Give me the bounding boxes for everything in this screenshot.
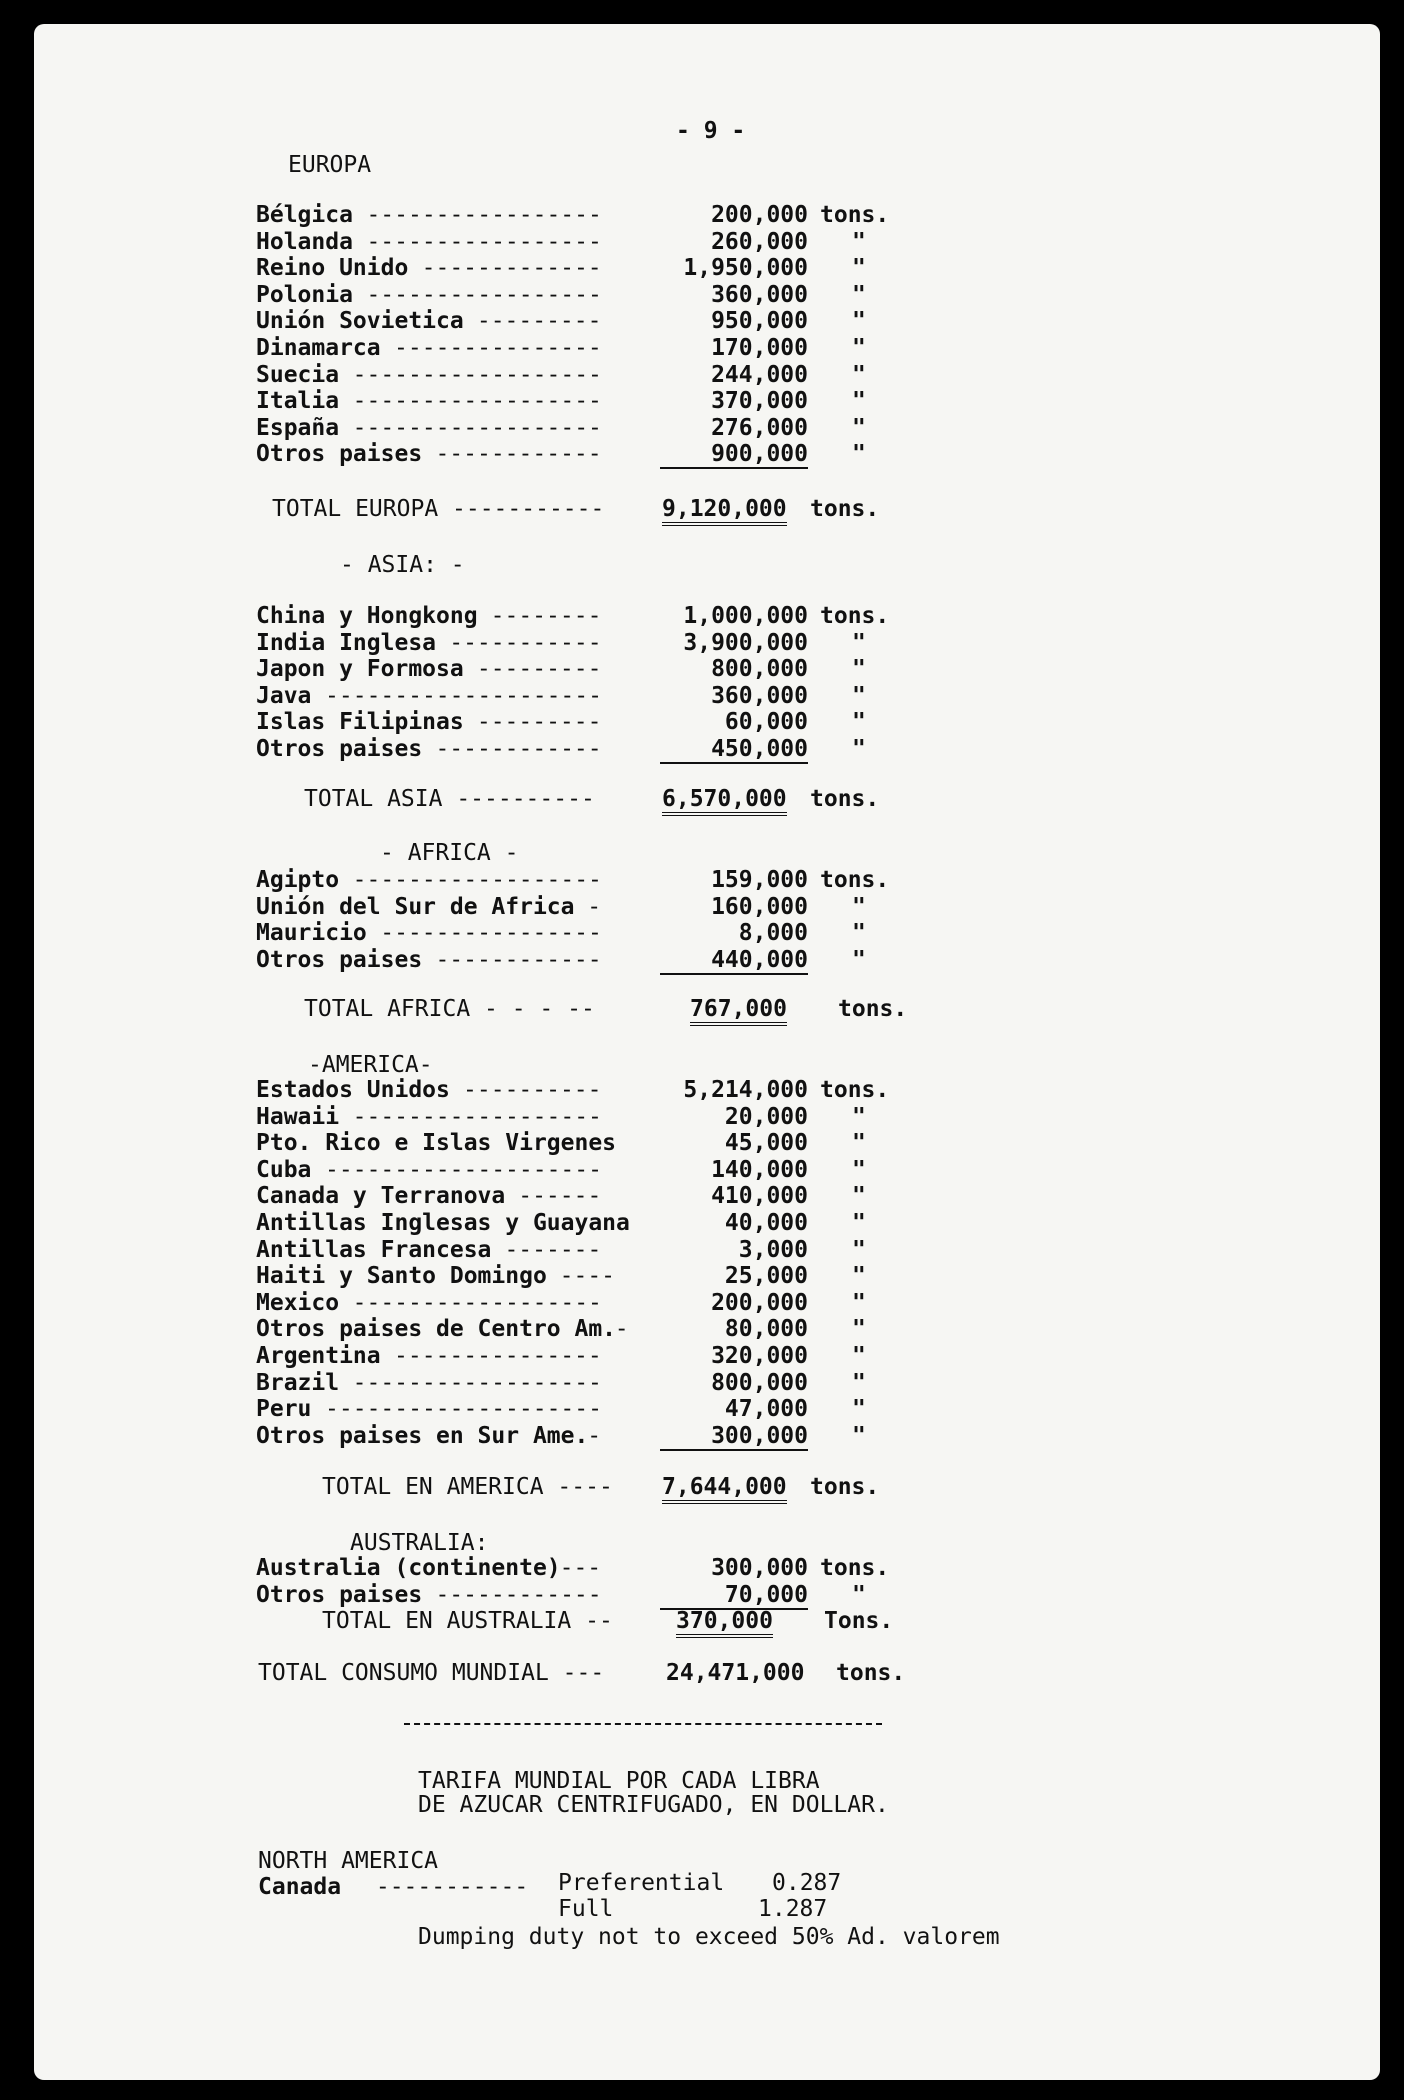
tariff-note: Dumping duty not to exceed 50% Ad. valorem bbox=[418, 1924, 1000, 1950]
asia-total-value: 6,570,000 bbox=[662, 786, 787, 816]
america-row-name: Canada y Terranova bbox=[256, 1183, 506, 1210]
section-divider bbox=[404, 1723, 882, 1727]
asia-row-leader: -------- bbox=[476, 603, 602, 629]
asia-row-value: 60,000 bbox=[724, 709, 808, 736]
asia-row-unit: " bbox=[852, 736, 866, 762]
america-row-name: Otros paises de Centro Am. bbox=[256, 1316, 617, 1343]
europa-row-leader: ----------------- bbox=[352, 228, 602, 255]
africa-row-name: Agipto bbox=[256, 867, 340, 893]
europa-row-unit: " bbox=[852, 308, 866, 335]
europa-row-name: Unión Sovietica bbox=[256, 308, 464, 335]
europa-row-leader: ------------------ bbox=[338, 414, 602, 441]
america-row-leader: ------- bbox=[490, 1236, 602, 1263]
europa-row-unit: tons. bbox=[820, 202, 890, 228]
europa-row-name: Otros paises bbox=[256, 441, 423, 468]
america-row-value: 140,000 bbox=[711, 1156, 808, 1183]
america-row-value: 20,000 bbox=[724, 1103, 808, 1130]
asia-row-name: Java bbox=[256, 682, 312, 709]
america-row-leader: - bbox=[587, 1422, 602, 1449]
africa-total-unit: tons. bbox=[838, 996, 908, 1022]
world-total-unit: tons. bbox=[836, 1660, 906, 1686]
america-row-leader: ---- bbox=[545, 1263, 616, 1290]
europa-row-leader: ------------------ bbox=[338, 361, 602, 388]
africa-row-unit: " bbox=[852, 946, 866, 973]
australia-total-label: TOTAL EN AUSTRALIA -- bbox=[322, 1608, 613, 1634]
europa-row-name: Holanda bbox=[256, 228, 353, 255]
africa-row-leader: ------------ bbox=[421, 946, 602, 973]
america-row-value: 40,000 bbox=[724, 1210, 808, 1236]
australia-row-value: 300,000 bbox=[711, 1555, 808, 1581]
tariff-rate2-label: Full bbox=[558, 1896, 614, 1922]
europa-row-leader: --------------- bbox=[380, 335, 602, 361]
europa-row-unit: " bbox=[852, 441, 866, 468]
australia-row-name: Australia (continente) bbox=[256, 1555, 561, 1581]
america-row-value: 80,000 bbox=[724, 1316, 808, 1343]
tariff-country: Canada bbox=[258, 1874, 342, 1900]
asia-row-name: Otros paises bbox=[256, 736, 423, 762]
africa-row-value: 160,000 bbox=[711, 893, 808, 920]
africa-row-unit: " bbox=[852, 893, 866, 920]
europa-row-leader: ------------ bbox=[421, 441, 602, 468]
asia-total-unit: tons. bbox=[810, 786, 880, 812]
africa-heading: - AFRICA - bbox=[380, 840, 519, 866]
tariff-region: NORTH AMERICA bbox=[258, 1848, 439, 1874]
europa-row-name: Dinamarca bbox=[256, 335, 381, 361]
america-row-unit: " bbox=[852, 1156, 866, 1183]
asia-row-unit: " bbox=[852, 656, 866, 683]
europa-row-leader: ------------------ bbox=[338, 388, 602, 415]
europa-row-value: 1,950,000 bbox=[683, 255, 808, 282]
europa-row-value: 276,000 bbox=[711, 414, 808, 441]
europa-row-unit: " bbox=[852, 361, 866, 388]
europa-row-value: 260,000 bbox=[711, 228, 808, 255]
america-row-unit: " bbox=[852, 1396, 866, 1423]
europa-row-unit: " bbox=[852, 335, 866, 361]
europa-row-value: 360,000 bbox=[711, 281, 808, 308]
america-row-value: 3,000 bbox=[738, 1236, 808, 1263]
europa-total-label: TOTAL EUROPA ----------- bbox=[272, 496, 605, 522]
australia-row-leader: --- bbox=[559, 1555, 602, 1581]
america-row-name: Hawaii bbox=[256, 1103, 340, 1130]
america-row-leader: ------------------ bbox=[338, 1369, 602, 1396]
america-row-unit: " bbox=[852, 1236, 866, 1263]
asia-row-value: 3,900,000 bbox=[683, 629, 808, 656]
america-row-value: 25,000 bbox=[724, 1263, 808, 1290]
america-row-name: Antillas Francesa bbox=[256, 1236, 492, 1263]
america-row-unit: " bbox=[852, 1316, 866, 1343]
europa-row-value: 950,000 bbox=[711, 308, 808, 335]
america-row-leader: ------------------ bbox=[338, 1103, 602, 1130]
tariff-rate1-value: 0.287 bbox=[772, 1870, 842, 1896]
asia-row-name: India Inglesa bbox=[256, 629, 437, 656]
europa-total-unit: tons. bbox=[810, 496, 880, 522]
europa-row-value: 244,000 bbox=[711, 361, 808, 388]
australia-total-unit: Tons. bbox=[824, 1608, 894, 1634]
africa-row-name: Unión del Sur de Africa bbox=[256, 893, 575, 920]
world-total-value: 24,471,000 bbox=[666, 1660, 805, 1686]
america-row-leader: -------------------- bbox=[311, 1396, 602, 1423]
america-total-unit: tons. bbox=[810, 1474, 880, 1500]
australia-heading: AUSTRALIA: bbox=[350, 1530, 489, 1556]
america-row-name: Otros paises en Sur Ame. bbox=[256, 1422, 589, 1449]
europa-row-unit: " bbox=[852, 228, 866, 255]
europa-row-value: 900,000 bbox=[660, 441, 808, 469]
america-row-value: 200,000 bbox=[711, 1289, 808, 1316]
america-row-unit: tons. bbox=[820, 1077, 890, 1103]
america-row-name: Antillas Inglesas y Guayana bbox=[256, 1210, 630, 1236]
asia-row-leader: ----------- bbox=[435, 629, 602, 656]
america-row-unit: " bbox=[852, 1210, 866, 1236]
asia-total-label: TOTAL ASIA ---------- bbox=[304, 786, 595, 812]
america-row-value: 45,000 bbox=[724, 1130, 808, 1157]
africa-row-leader: - bbox=[573, 893, 602, 920]
australia-row-unit: tons. bbox=[820, 1555, 890, 1581]
asia-row-unit: " bbox=[852, 629, 866, 656]
america-row-leader: ------------------ bbox=[338, 1289, 602, 1316]
europa-row-name: Polonia bbox=[256, 281, 353, 308]
asia-row-leader: -------------------- bbox=[311, 682, 602, 709]
tariff-rate2-value: 1.287 bbox=[758, 1896, 828, 1922]
asia-row-value: 800,000 bbox=[711, 656, 808, 683]
asia-row-leader: --------- bbox=[463, 709, 602, 736]
america-row-name: Brazil bbox=[256, 1369, 340, 1396]
africa-row-leader: ---------------- bbox=[366, 920, 602, 947]
tariff-title-line2: DE AZUCAR CENTRIFUGADO, EN DOLLAR. bbox=[418, 1792, 889, 1818]
america-row-name: Estados Unidos bbox=[256, 1077, 450, 1103]
asia-row-value: 360,000 bbox=[711, 682, 808, 709]
australia-row-leader: ------------ bbox=[421, 1581, 602, 1608]
america-row-name: Haiti y Santo Domingo bbox=[256, 1263, 547, 1290]
america-row-name: Cuba bbox=[256, 1156, 312, 1183]
africa-row-name: Otros paises bbox=[256, 946, 423, 973]
asia-row-name: Japon y Formosa bbox=[256, 656, 464, 683]
africa-row-unit: " bbox=[852, 920, 866, 947]
america-row-value: 410,000 bbox=[711, 1183, 808, 1210]
tariff-title-line1: TARIFA MUNDIAL POR CADA LIBRA bbox=[418, 1768, 820, 1794]
asia-row-leader: ------------ bbox=[421, 736, 602, 762]
america-row-unit: " bbox=[852, 1183, 866, 1210]
asia-row-unit: " bbox=[852, 709, 866, 736]
africa-row-value: 159,000 bbox=[711, 867, 808, 893]
europa-row-unit: " bbox=[852, 281, 866, 308]
europa-row-value: 170,000 bbox=[711, 335, 808, 361]
australia-row-name: Otros paises bbox=[256, 1581, 423, 1608]
asia-row-name: Islas Filipinas bbox=[256, 709, 464, 736]
page-number: - 9 - bbox=[676, 118, 746, 144]
america-row-name: Pto. Rico e Islas Virgenes bbox=[256, 1130, 617, 1157]
europa-row-value: 200,000 bbox=[711, 202, 808, 228]
america-row-name: Argentina bbox=[256, 1343, 381, 1369]
tariff-rate1-label: Preferential bbox=[558, 1870, 725, 1896]
europa-row-leader: ------------- bbox=[407, 255, 602, 282]
africa-row-value: 8,000 bbox=[738, 920, 808, 947]
africa-total-label: TOTAL AFRICA - - - -- bbox=[304, 996, 595, 1022]
australia-row-unit: " bbox=[852, 1581, 866, 1608]
australia-total-value: 370,000 bbox=[676, 1608, 773, 1638]
america-row-leader: --------------- bbox=[380, 1343, 602, 1369]
america-row-unit: " bbox=[852, 1422, 866, 1449]
africa-row-name: Mauricio bbox=[256, 920, 367, 947]
america-row-value: 47,000 bbox=[724, 1396, 808, 1423]
europa-row-name: Suecia bbox=[256, 361, 340, 388]
europa-heading: EUROPA bbox=[288, 152, 372, 178]
europa-row-leader: ----------------- bbox=[352, 281, 602, 308]
europa-row-name: España bbox=[256, 414, 340, 441]
america-row-leader: -------------------- bbox=[311, 1156, 602, 1183]
europa-row-name: Bélgica bbox=[256, 202, 353, 228]
america-heading: -AMERICA- bbox=[308, 1052, 433, 1078]
africa-row-value: 440,000 bbox=[660, 947, 808, 975]
america-row-unit: " bbox=[852, 1289, 866, 1316]
america-row-value: 5,214,000 bbox=[683, 1077, 808, 1103]
america-row-unit: " bbox=[852, 1130, 866, 1157]
asia-heading: - ASIA: - bbox=[340, 552, 465, 578]
asia-row-leader: --------- bbox=[463, 656, 602, 683]
asia-row-value: 1,000,000 bbox=[683, 603, 808, 629]
europa-row-name: Reino Unido bbox=[256, 255, 409, 282]
europa-row-leader: --------- bbox=[463, 308, 602, 335]
world-total-label: TOTAL CONSUMO MUNDIAL --- bbox=[258, 1660, 605, 1686]
europa-row-unit: " bbox=[852, 414, 866, 441]
america-row-leader: - bbox=[614, 1316, 629, 1343]
europa-row-value: 370,000 bbox=[711, 388, 808, 415]
america-total-label: TOTAL EN AMERICA ---- bbox=[322, 1474, 613, 1500]
america-row-leader: ------ bbox=[504, 1183, 602, 1210]
africa-total-value: 767,000 bbox=[690, 996, 787, 1026]
asia-row-unit: " bbox=[852, 682, 866, 709]
asia-row-value: 450,000 bbox=[660, 736, 808, 764]
america-row-unit: " bbox=[852, 1263, 866, 1290]
europa-row-name: Italia bbox=[256, 388, 340, 415]
asia-row-unit: tons. bbox=[820, 603, 890, 629]
europa-row-leader: ----------------- bbox=[352, 202, 602, 228]
europa-row-unit: " bbox=[852, 255, 866, 282]
america-total-value: 7,644,000 bbox=[662, 1474, 787, 1504]
america-row-unit: " bbox=[852, 1343, 866, 1369]
asia-row-name: China y Hongkong bbox=[256, 603, 478, 629]
america-row-unit: " bbox=[852, 1369, 866, 1396]
africa-row-leader: ------------------ bbox=[338, 867, 602, 893]
america-row-leader: ---------- bbox=[449, 1077, 602, 1103]
america-row-unit: " bbox=[852, 1103, 866, 1130]
america-row-value: 300,000 bbox=[660, 1423, 808, 1451]
tariff-country-leader: ----------- bbox=[362, 1874, 529, 1900]
australia-row-value: 70,000 bbox=[660, 1582, 808, 1610]
america-row-name: Mexico bbox=[256, 1289, 340, 1316]
america-row-value: 320,000 bbox=[711, 1343, 808, 1369]
africa-row-unit: tons. bbox=[820, 867, 890, 893]
europa-total-value: 9,120,000 bbox=[662, 496, 787, 526]
europa-row-unit: " bbox=[852, 388, 866, 415]
america-row-value: 800,000 bbox=[711, 1369, 808, 1396]
america-row-name: Peru bbox=[256, 1396, 312, 1423]
